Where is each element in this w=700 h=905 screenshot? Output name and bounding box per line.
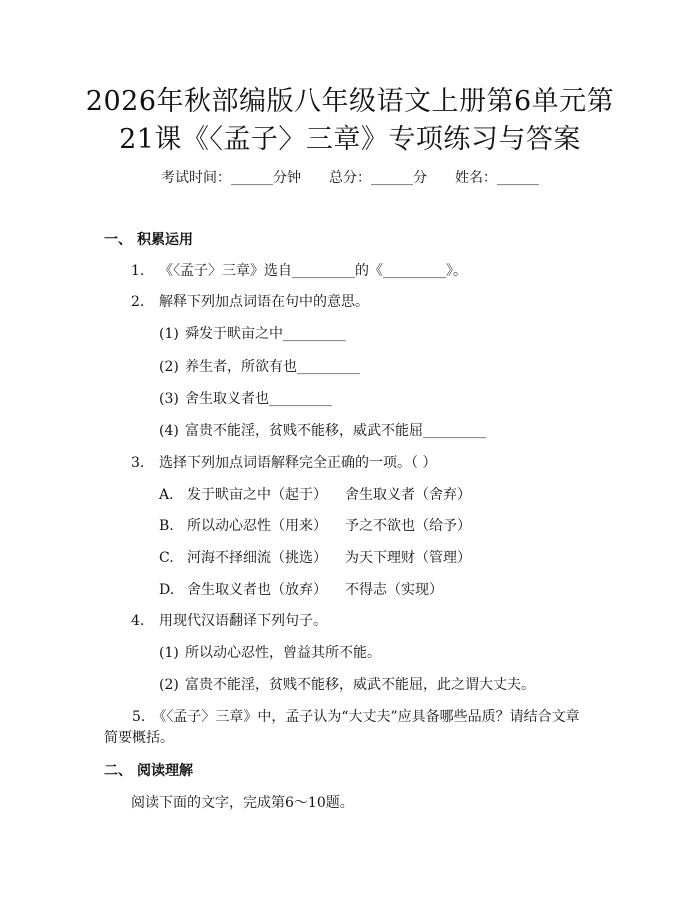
item-number: (3) <box>159 391 179 407</box>
item-text: 舍生取义者也_________ <box>185 391 332 407</box>
question-2-item-3 <box>159 389 332 409</box>
exam-meta <box>0 168 700 188</box>
item-number: (2) <box>159 677 179 693</box>
question-number: 1. <box>131 263 145 279</box>
question-text: 用现代汉语翻译下列句子。 <box>159 613 327 629</box>
question-2-item-1 <box>159 324 346 344</box>
question-2-item-4 <box>159 421 486 441</box>
option-part2: 予之不欲也（给予） <box>345 518 471 534</box>
option-label: B. <box>159 518 174 534</box>
question-text: 解释下列加点词语在句中的意思。 <box>159 294 369 310</box>
section-title: 积累运用 <box>137 232 193 248</box>
question-number: 2. <box>131 294 145 310</box>
option-part1: 发于畎亩之中（起于） <box>187 487 327 503</box>
item-text: 富贵不能淫，贫贱不能移，威武不能屈_________ <box>185 423 486 439</box>
option-part2: 不得志（实现） <box>345 582 443 598</box>
option-part1: 所以动心忍性（用来） <box>187 518 327 534</box>
section-heading-1 <box>104 230 193 250</box>
option-part1: 舍生取义者也（放弃） <box>187 582 327 598</box>
question-2-item-2 <box>159 357 360 377</box>
option-label: A. <box>159 487 174 503</box>
question-number: 3. <box>131 455 145 471</box>
question-5: 5. 《〈孟子〉三章》中，孟子认为“大丈夫”应具备哪些品质？请结合文章简要概括。 <box>104 709 580 746</box>
exam-score-label: 总分：______分 <box>329 170 427 186</box>
item-number: (1) <box>159 645 179 661</box>
question-2 <box>131 292 369 312</box>
question-4-item-2 <box>159 675 535 695</box>
question-3-option-c <box>159 548 471 568</box>
document-title-line2: 21课《〈孟子〉三章》专项练习与答案 <box>119 124 581 155</box>
item-text: 舜发于畎亩之中_________ <box>185 326 346 342</box>
section-title: 阅读理解 <box>137 763 193 779</box>
exam-name-label: 姓名：______ <box>455 170 539 186</box>
document-title-line1: 2026年秋部编版八年级语文上册第6单元第 <box>85 86 615 117</box>
option-label: D. <box>159 582 175 598</box>
section-number: 一、 <box>104 232 132 248</box>
item-text: 养生者，所欲有也_________ <box>185 359 360 375</box>
section-heading-2 <box>104 761 193 781</box>
section-2-intro: 阅读下面的文字，完成第6～10题。 <box>131 795 354 811</box>
question-4 <box>131 611 327 631</box>
question-3-option-d <box>159 580 443 600</box>
item-number: (1) <box>159 326 179 342</box>
question-3 <box>131 453 436 473</box>
question-3-option-a <box>159 485 471 505</box>
item-number: (2) <box>159 359 179 375</box>
item-number: (4) <box>159 423 179 439</box>
option-label: C. <box>159 550 174 566</box>
item-text: 所以动心忍性，曾益其所不能。 <box>185 645 381 661</box>
option-part1: 河海不择细流（挑选） <box>187 550 327 566</box>
exam-time-label: 考试时间：______分钟 <box>161 170 301 186</box>
option-part2: 舍生取义者（舍弃） <box>345 487 471 503</box>
question-1 <box>131 261 467 281</box>
item-text: 富贵不能淫，贫贱不能移，威武不能屈，此之谓大丈夫。 <box>185 677 535 693</box>
question-number: 4. <box>131 613 145 629</box>
section-number: 二、 <box>104 763 132 779</box>
option-part2: 为天下理财（管理） <box>345 550 471 566</box>
question-text: 选择下列加点词语解释完全正确的一项。（ ） <box>159 455 437 471</box>
question-text: 《〈孟子〉三章》选自_________的《_________》。 <box>159 263 467 279</box>
question-4-item-1 <box>159 643 381 663</box>
question-3-option-b <box>159 516 471 536</box>
